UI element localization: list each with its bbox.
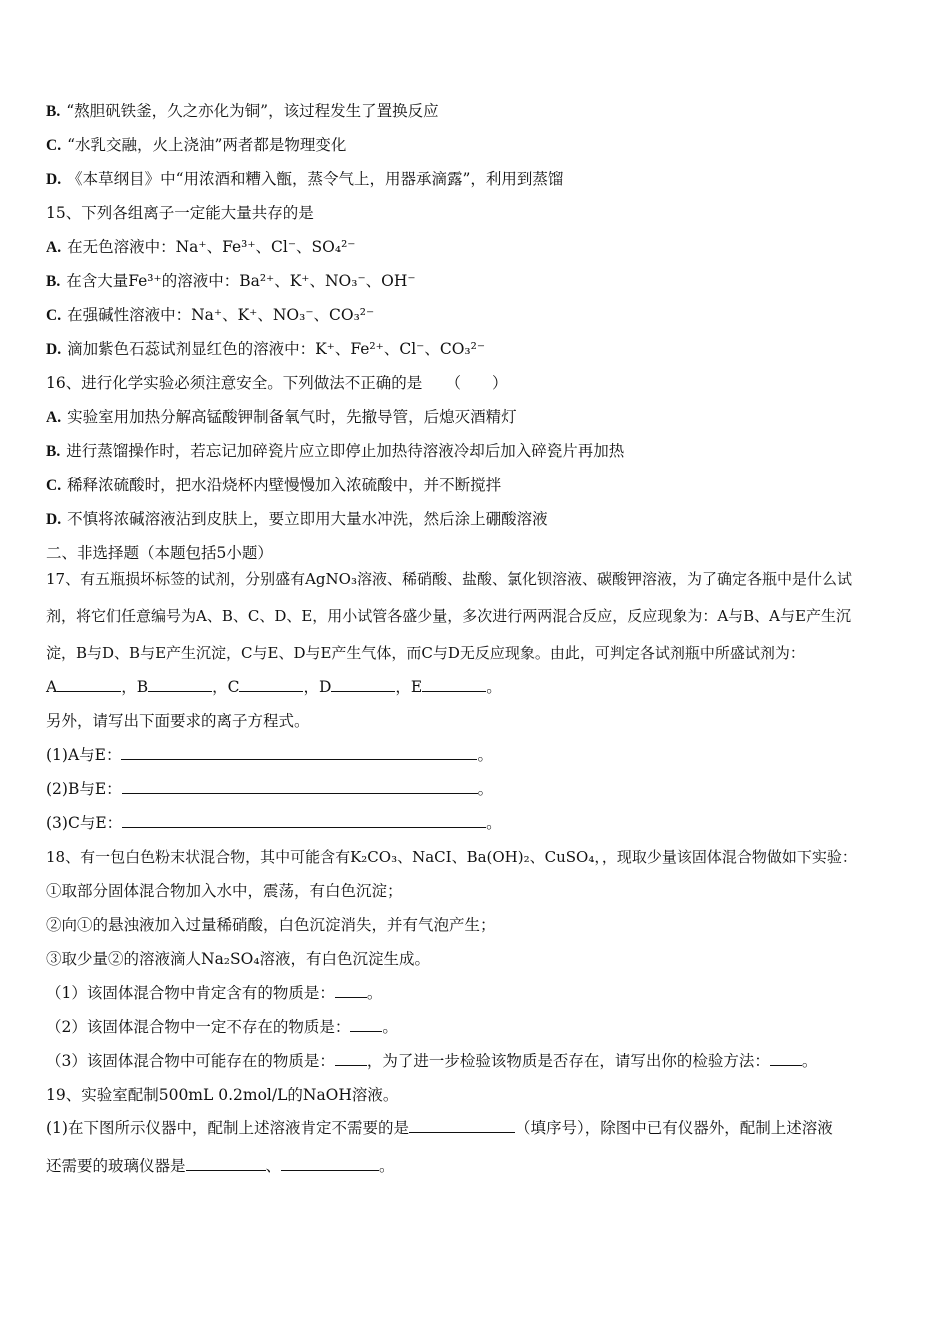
option-text: 不慎将浓碱溶液沾到皮肤上，要立即用大量水冲洗，然后涂上硼酸溶液 [67, 510, 548, 528]
option-text: 稀释浓硫酸时，把水沿烧杯内壁慢慢加入浓硫酸中，并不断搅拌 [67, 476, 502, 494]
q16-option-d [46, 509, 548, 530]
q17-stem-line-3: 淀，B与D、B与E产生沉淀，C与E、D与E产生气体，而C与D无反应现象。由此，可判定各试剂瓶中所盛试剂为： [46, 644, 805, 662]
q14-option-c [46, 135, 346, 156]
q16-stem: 16、进行化学实验必须注意安全。下列做法不正确的是 （ ） [46, 374, 508, 392]
option-prefix: 在无色溶液中： [67, 238, 176, 256]
answer-blank-glassware-1[interactable] [186, 1156, 266, 1171]
option-label: B. [46, 443, 61, 460]
option-label: C. [46, 477, 62, 494]
option-label: A. [46, 239, 62, 256]
q14-option-b [46, 101, 439, 122]
question-text: （3）该固体混合物中可能存在的物质是： [46, 1052, 335, 1070]
option-ions: Na⁺、K⁺、NO₃⁻、CO₃²⁻ [191, 306, 375, 324]
q17-stem-line-2: 剂，将它们任意编号为A、B、C、D、E，用小试管各盛少量，多次进行两两混合反应，反应现象为：A与B、A与E产生沉 [46, 607, 851, 625]
option-label: D. [46, 171, 62, 188]
blank-label-c: ，C [212, 678, 240, 696]
blank-label-d: ，D [303, 678, 332, 696]
option-label: B. [46, 103, 61, 120]
q19-part-1-line-1 [46, 1118, 833, 1138]
q16-option-b [46, 441, 624, 462]
part-text: (1)在下图所示仪器中，配制上述溶液肯定不需要的是 [46, 1119, 409, 1137]
q19-part-1-line-2 [46, 1156, 395, 1176]
q17-sub-2 [46, 779, 493, 799]
sub-label: (1)A与E： [46, 746, 122, 764]
question-end: 。 [801, 1052, 818, 1070]
answer-blank-d[interactable] [331, 677, 395, 692]
option-text: 《本草纲目》中“用浓酒和糟入甑，蒸令气上，用器承滴露”，利用到蒸馏 [67, 170, 564, 188]
answer-blank-e[interactable] [422, 677, 486, 692]
blank-label-b: ，B [121, 678, 149, 696]
q17-sub-1 [46, 745, 493, 765]
blank-end: 。 [486, 678, 502, 696]
option-label: D. [46, 341, 62, 358]
answer-blank-substance[interactable] [335, 1051, 367, 1066]
q17-also: 另外，请写出下面要求的离子方程式。 [46, 712, 310, 730]
answer-blank-unneeded[interactable] [409, 1118, 515, 1133]
equation-blank-2[interactable] [122, 779, 478, 794]
separator: 、 [265, 1157, 282, 1175]
answer-blank-method[interactable] [770, 1051, 802, 1066]
q18-question-3 [46, 1051, 817, 1071]
sub-end: 。 [477, 746, 493, 764]
sub-end: 。 [486, 814, 502, 832]
option-text: “熬胆矾铁釜，久之亦化为铜”，该过程发生了置换反应 [66, 102, 439, 120]
blank-label-a: A [46, 678, 58, 696]
question-text: （2）该固体混合物中一定不存在的物质是： [46, 1018, 351, 1036]
q18-stem: 18、有一包白色粉末状混合物，其中可能含有K₂CO₃、NaCI、Ba(OH)₂、CuSO₄，，现取少量该固体混合物做如下实验： [46, 848, 857, 866]
sub-label: (2)B与E： [46, 780, 122, 798]
option-ions: Na⁺、Fe³⁺、Cl⁻、SO₄²⁻ [175, 238, 356, 256]
option-label: D. [46, 511, 62, 528]
q15-option-a [46, 237, 356, 258]
question-text: （1）该固体混合物中肯定含有的物质是： [46, 984, 335, 1002]
q15-option-b [46, 271, 416, 292]
answer-blank-c[interactable] [239, 677, 303, 692]
part-text-cont: （填序号），除图中已有仪器外，配制上述溶液 [514, 1119, 833, 1137]
sub-label: (3)C与E： [46, 814, 123, 832]
part-text: 还需要的玻璃仪器是 [46, 1157, 186, 1175]
option-label: C. [46, 137, 62, 154]
q19-stem: 19、实验室配制500mL 0.2mol/L的NaOH溶液。 [46, 1086, 399, 1104]
answer-blank-a[interactable] [57, 677, 121, 692]
question-mid: ，为了进一步检验该物质是否存在，请写出你的检验方法： [366, 1052, 770, 1070]
option-prefix: 在强碱性溶液中： [67, 306, 192, 324]
q17-sub-3 [46, 813, 502, 833]
option-text: “水乳交融，火上浇油”两者都是物理变化 [67, 136, 347, 154]
q16-option-a [46, 407, 517, 428]
sub-end: 。 [477, 780, 494, 798]
q17-stem-line-1: 17、有五瓶损坏标签的试剂，分别盛有AgNO₃溶液、稀硝酸、盐酸、氯化钡溶液、碳酸钾溶液，为了确定各瓶中是什么试 [46, 570, 852, 588]
option-prefix: 在含大量Fe³⁺的溶液中： [66, 272, 240, 290]
equation-blank-1[interactable] [121, 745, 477, 760]
option-label: A. [46, 409, 62, 426]
q18-step-2: ②向①的悬浊液加入过量稀硝酸，白色沉淀消失，并有气泡产生； [46, 916, 496, 934]
option-ions: Ba²⁺、K⁺、NO₃⁻、OH⁻ [239, 272, 416, 290]
option-label: B. [46, 273, 61, 290]
question-end: 。 [366, 984, 383, 1002]
answer-blank-glassware-2[interactable] [281, 1156, 379, 1171]
q15-option-c [46, 305, 374, 326]
option-prefix: 滴加紫色石蕊试剂显红色的溶液中： [67, 340, 316, 358]
q18-question-1 [46, 983, 382, 1003]
part-end: 。 [379, 1157, 395, 1175]
blank-label-e: ，E [395, 678, 423, 696]
equation-blank-3[interactable] [122, 813, 486, 828]
answer-blank[interactable] [335, 983, 367, 998]
q16-option-c [46, 475, 501, 496]
q15-stem: 15、下列各组离子一定能大量共存的是 [46, 204, 314, 222]
question-end: 。 [382, 1018, 398, 1036]
q18-question-2 [46, 1017, 398, 1037]
q17-answer-blanks [46, 677, 502, 697]
answer-blank[interactable] [350, 1017, 382, 1032]
option-text: 实验室用加热分解高锰酸钾制备氧气时，先撤导管，后熄灭酒精灯 [67, 408, 517, 426]
option-text: 进行蒸馏操作时，若忘记加碎瓷片应立即停止加热待溶液冷却后加入碎瓷片再加热 [66, 442, 625, 460]
q18-step-1: ①取部分固体混合物加入水中，震荡，有白色沉淀； [46, 882, 403, 900]
q15-option-d [46, 339, 485, 360]
option-label: C. [46, 307, 62, 324]
q18-step-3: ③取少量②的溶液滴人Na₂SO₄溶液，有白色沉淀生成。 [46, 950, 431, 968]
answer-blank-b[interactable] [148, 677, 212, 692]
section-heading: 二、非选择题（本题包括5小题） [46, 544, 273, 562]
option-ions: K⁺、Fe²⁺、Cl⁻、CO₃²⁻ [315, 340, 486, 358]
q14-option-d [46, 169, 563, 190]
